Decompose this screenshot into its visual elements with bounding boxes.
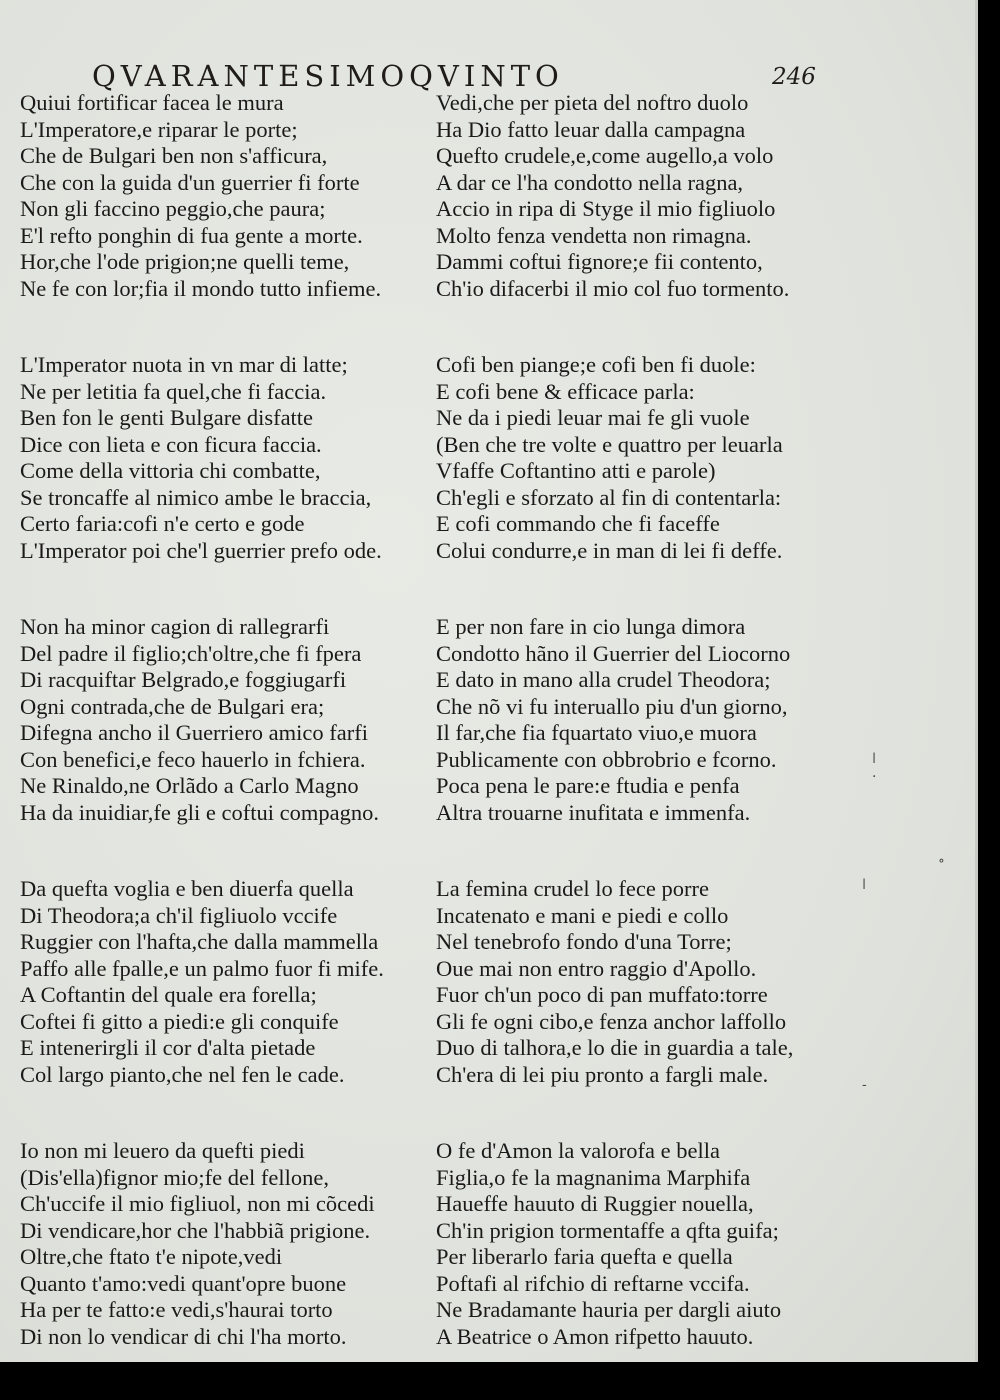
verse-line: Publicamente con obbrobrio e fcorno.	[436, 746, 777, 772]
verse-line: Coftei fi gitto a piedi:e gli conquife	[20, 1008, 339, 1034]
verse-line: Che con la guida d'un guerrier fi forte	[20, 169, 360, 195]
stanza	[20, 1138, 438, 1400]
verse-line: Il far,che fia fquartato viuo,e muora	[436, 720, 757, 745]
verse-line: L'Imperator poi che'l guerrier prefo ode.	[20, 537, 382, 563]
left-column	[20, 90, 438, 1400]
stanza	[436, 1138, 854, 1400]
margin-mark: ·	[872, 769, 877, 785]
right-column	[436, 90, 854, 1400]
verse-line: Con benefici,e feco hauerlo in fchiera.	[20, 746, 366, 772]
verse-line: Ha da inuidiar,fe gli e coftui compagno.	[20, 799, 379, 825]
margin-mark: ∘	[938, 853, 945, 869]
verse-line: Col largo pianto,che nel fen le cade.	[20, 1061, 345, 1087]
stanza	[20, 352, 438, 614]
verse-line: A Coftantin del quale era forella;	[20, 982, 317, 1007]
verse-line: Condotto hãno il Guerrier del Liocorno	[436, 640, 791, 666]
verse-line: Di non lo vendicar di chi l'ha morto.	[20, 1323, 347, 1349]
verse-line: Di Theodora;a ch'il figliuolo vccife	[20, 902, 338, 928]
verse-line: Poca pena le pare:e ftudia e penfa	[436, 773, 740, 798]
verse-line: Colui condurre,e in man di lei fi deffe.	[436, 537, 783, 563]
verse-line: Da quefta voglia e ben diuerfa quella	[20, 876, 354, 901]
verse-line: Ch'io difacerbi il mio col fuo tormento.	[436, 275, 790, 301]
verse-line: Figlia,o fe la magnanima Marphifa	[436, 1164, 751, 1190]
verse-line: Vedi,che per pieta del noftro duolo	[436, 90, 749, 115]
stanza	[436, 90, 854, 352]
verse-line: Ne per letitia fa quel,che fi faccia.	[20, 378, 327, 404]
verse-line: Io non mi leuero da quefti piedi	[20, 1138, 305, 1163]
verse-line: Gli fe ogni cibo,e fenza anchor laffollo	[436, 1008, 787, 1034]
verse-line: Ben fon le genti Bulgare disfatte	[20, 405, 314, 430]
verse-line: Se troncaffe al nimico ambe le braccia,	[20, 484, 372, 510]
verse-line: E dato in mano alla crudel Theodora;	[436, 667, 771, 692]
verse-line: Per liberarlo faria quefta e quella	[436, 1244, 733, 1269]
verse-line: Molto fenza vendetta non rimagna.	[436, 222, 752, 248]
verse-line: Incatenato e mani e piedi e collo	[436, 902, 729, 928]
margin-mark: -	[862, 1077, 867, 1093]
verse-line: Dice con lieta e con ficura faccia.	[20, 431, 322, 457]
verse-line: Ch'era di lei piu pronto a fargli male.	[436, 1061, 769, 1087]
verse-line: (Dis'ella)fignor mio;fe del fellone,	[20, 1164, 329, 1190]
verse-line: Di racquiftar Belgrado,e foggiugarfi	[20, 667, 347, 692]
stanza	[20, 876, 438, 1138]
verse-line: E'l refto ponghin di fua gente a morte.	[20, 222, 363, 248]
verse-line: Come della vittoria chi combatte,	[20, 458, 321, 483]
verse-line: Di vendicare,hor che l'habbiã prigione.	[20, 1217, 371, 1243]
verse-line: Non gli faccino peggio,che paura;	[20, 196, 326, 221]
verse-line: Difegna ancho il Guerriero amico farfi	[20, 720, 368, 745]
verse-line: Ha per te fatto:e vedi,s'haurai torto	[20, 1297, 333, 1322]
verse-line: Dammi coftui fignore;e fii contento,	[436, 249, 763, 274]
verse-line: E cofi commando che fi faceffe	[436, 511, 720, 536]
verse-line: L'Imperatore,e riparar le porte;	[20, 116, 298, 142]
margin-mark: ǀ	[862, 877, 867, 893]
verse-line: Ne Bradamante hauria per dargli aiuto	[436, 1297, 782, 1322]
verse-line: Accio in ripa di Styge il mio figliuolo	[436, 196, 776, 221]
verse-line: A Beatrice o Amon rifpetto hauuto.	[436, 1323, 754, 1349]
verse-line: Poftafi al rifchio di reftarne vccifa.	[436, 1270, 750, 1296]
verse-line: Ha Dio fatto leuar dalla campagna	[436, 116, 746, 142]
verse-line: Haueffe hauuto di Ruggier nouella,	[436, 1191, 754, 1216]
stanza	[436, 876, 854, 1138]
verse-line: Oue mai non entro raggio d'Apollo.	[436, 955, 757, 981]
verse-line: Nel tenebrofo fondo d'una Torre;	[436, 929, 732, 954]
margin-mark: ǀ	[872, 751, 877, 767]
verse-line: L'Imperator nuota in vn mar di latte;	[20, 352, 348, 377]
verse-line: La femina crudel lo fece porre	[436, 876, 709, 901]
verse-line: Ogni contrada,che de Bulgari era;	[20, 693, 325, 719]
verse-line: E per non fare in cio lunga dimora	[436, 614, 746, 639]
verse-line: O fe d'Amon la valorofa e bella	[436, 1138, 720, 1163]
verse-line: Quiui fortificar facea le mura	[20, 90, 284, 115]
verse-line: Hor,che l'ode prigion;ne quelli teme,	[20, 249, 350, 274]
verse-line: Che de Bulgari ben non s'afficura,	[20, 143, 328, 168]
verse-line: (Ben che tre volte e quattro per leuarla	[436, 431, 783, 457]
verse-line: Ruggier con l'hafta,che dalla mammella	[20, 929, 379, 954]
verse-line: Vfaffe Coftantino atti e parole)	[436, 458, 716, 483]
verse-line: Altra trouarne inufitata e immenfa.	[436, 799, 751, 825]
folio-number: 246	[772, 64, 816, 90]
stanza	[436, 352, 854, 614]
verse-line: Ch'egli e sforzato al fin di contentarla:	[436, 484, 782, 510]
verse-line: Quefto crudele,e,come augello,a volo	[436, 143, 774, 168]
verse-line: Cofi ben piange;e cofi ben fi duole:	[436, 352, 756, 377]
stanza	[436, 614, 854, 876]
verse-line: E intenerirgli il cor d'alta pietade	[20, 1035, 316, 1060]
verse-line: Che nõ vi fu interuallo piu d'un giorno,	[436, 693, 788, 719]
stanza	[20, 614, 438, 876]
verse-line: Ne Rinaldo,ne Orlãdo a Carlo Magno	[20, 773, 359, 798]
verse-line: Duo di talhora,e lo die in guardia a tale,	[436, 1035, 794, 1060]
verse-line: Ch'uccife il mio figliuol, non mi cõcedi	[20, 1191, 375, 1216]
verse-line: E cofi bene & efficace parla:	[436, 378, 695, 404]
stanza	[20, 90, 438, 352]
verse-line: Quanto t'amo:vedi quant'opre buone	[20, 1270, 347, 1296]
verse-line: Paffo alle fpalle,e un palmo fuor fi mife.	[20, 955, 384, 981]
verse-line: Ne fe con lor;fia il mondo tutto infieme.	[20, 275, 382, 301]
verse-line: Ch'in prigion tormentaffe a qfta guifa;	[436, 1217, 779, 1243]
running-title: QVARANTESIMOQVINTO	[92, 59, 564, 93]
verse-line: Fuor ch'un poco di pan muffato:torre	[436, 982, 768, 1007]
verse-line: A dar ce l'ha condotto nella ragna,	[436, 169, 744, 195]
verse-line: Certo faria:cofi n'e certo e gode	[20, 511, 305, 536]
verse-line: Ne da i piedi leuar mai fe gli vuole	[436, 405, 750, 430]
verse-line: Non ha minor cagion di rallegrarfi	[20, 614, 330, 639]
verse-line: Oltre,che ftato t'e nipote,vedi	[20, 1244, 283, 1269]
verse-line: Del padre il figlio;ch'oltre,che fi fpera	[20, 640, 362, 666]
